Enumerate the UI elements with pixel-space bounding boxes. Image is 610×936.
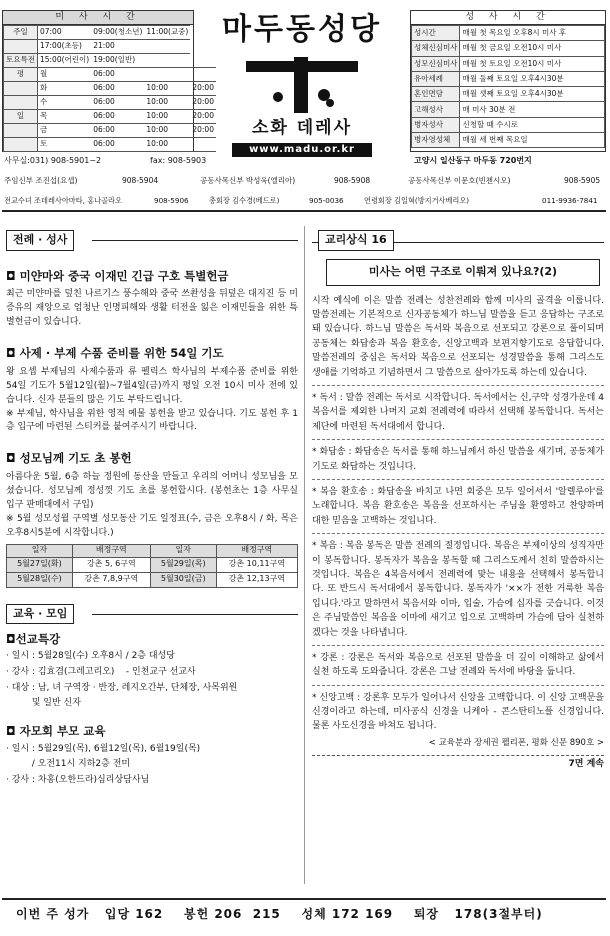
item-divider — [312, 645, 604, 646]
mass-times-day — [4, 138, 38, 152]
header-divider — [2, 210, 606, 212]
article-candle-title: ◘ 성모님께 기도 초 봉헌 — [6, 451, 132, 466]
mass-times-cell — [144, 40, 190, 54]
contacts-row-staff — [4, 196, 606, 206]
mass-times-cell: 목 — [37, 110, 91, 124]
mass-times-cell — [144, 68, 190, 82]
article-relief-title: ◘ 미얀마와 중국 이재민 긴급 구호 특별헌금 — [6, 268, 229, 283]
event-mission-details — [6, 649, 298, 712]
article-prayer-title: ◘ 사제 · 부제 수품 준비를 위한 54일 기도 — [6, 346, 224, 361]
schedule-row — [7, 572, 298, 587]
catechism-label: 교리상식 16 — [318, 230, 394, 251]
schedule-cell: 5월30일(금) — [150, 572, 216, 587]
mass-times-cell: 토 — [37, 138, 91, 152]
schedule-header: 일자 — [7, 544, 73, 557]
mass-times-row — [4, 40, 216, 54]
schedule-cell: 강촌 5, 6구역 — [72, 557, 150, 572]
schedule-header: 배정구역 — [216, 544, 297, 557]
section-education-header — [6, 604, 298, 624]
mass-times-row — [4, 26, 216, 40]
office-fax: fax: 908-5903 — [150, 156, 207, 165]
event-mission-line: · 강사 : 김효겸(그레고리오) - 인천교구 선교사 — [6, 666, 196, 677]
schedule-cell: 강촌 12,13구역 — [216, 572, 297, 587]
mass-times-row — [4, 110, 216, 124]
sacrament-time: 매월 셋째 토요일 오후4시30분 — [460, 87, 605, 102]
mass-times-cell: 화 — [37, 82, 91, 96]
mass-times-cell: 17:00(초등) — [37, 40, 91, 54]
schedule-row — [7, 557, 298, 572]
office-phone: 사무실:031) 908-5901~2 — [4, 156, 102, 165]
event-parents-line: · 일시 : 5월29일(목), 6월12일(목), 6월19일(목) — [6, 743, 201, 754]
mass-times-cell: 20:00 — [190, 110, 216, 124]
sacrament-time: 매월 둘째 토요일 오후4시30분 — [460, 71, 605, 86]
sacrament-name: 성시간 — [412, 26, 460, 41]
mass-times-cell: 09:00(청소년) — [91, 26, 144, 40]
patron-name: 소화 데레사 — [251, 117, 353, 138]
mass-times-cell: 15:00(어린이) — [37, 54, 91, 68]
catechism-source: < 교육분과 장세권 펠리폰, 평화 신문 890호 > — [428, 737, 604, 748]
mass-times-cell: 수 — [37, 96, 91, 110]
continued-note: 7면 계속 — [568, 759, 604, 770]
mass-times-cell: 월 — [37, 68, 91, 82]
catechism-item: * 화답송 : 화답송은 독서를 통해 하느님께서 하신 말씀을 새기며, 공동체가 기도로 화답하는 것입니다. — [312, 447, 604, 472]
mass-times-cell: 06:00 — [91, 96, 144, 110]
catechism-item: * 강론 : 강론은 독서와 복음으로 선포된 말씀을 더 깊이 이해하고 삶에서 실천 하도록 도와줍니다. 강론은 그날 전례와 독서에 바탕을 둡니다. — [312, 652, 604, 678]
sacrament-name: 병자성사 — [412, 117, 460, 132]
sacrament-row — [412, 133, 605, 148]
event-parents-title: ◘ 자모회 부모 교육 — [6, 724, 106, 739]
mass-times-cell: 10:00 — [144, 82, 190, 96]
sisters-name: 전교수녀 조데레사아마타, 홍나골라오 — [4, 196, 122, 205]
council-president-phone: 905-0036 — [309, 196, 344, 205]
rosary-schedule-table — [6, 544, 298, 588]
sacrament-name: 고해성사 — [412, 102, 460, 117]
catechism-item: * 독서 : 말씀 전례는 독서로 시작합니다. 독서에서는 신,구약 성경가운데 4복음서를 제외한 나머지 교회 전례력에 따라서 선택해 봉독합니다. 독서는 제단에 마련된 독서대에서 합니다. — [312, 393, 604, 432]
mass-times-row — [4, 82, 216, 96]
section-education-heading: 교육 · 모임 — [6, 604, 74, 625]
bullet-square-icon: ◘ — [6, 631, 16, 646]
mass-times-cell: 06:00 — [91, 110, 144, 124]
event-mission-line: · 일시 : 5월28일(수) 오후8시 / 2층 대성당 — [6, 651, 175, 662]
event-mission-line: 및 일반 신자 — [6, 698, 81, 709]
mass-times-cell: 11:00(교중) — [144, 26, 190, 40]
schedule-cell: 강촌 10,11구역 — [216, 557, 297, 572]
bullet-square-icon: ◘ — [6, 724, 20, 739]
catechism-item: * 복음 : 복음 봉독은 말씀 전례의 절정입니다. 복음은 부제이상의 성직자만이 봉독합니다. 봉독자가 복음을 봉독할 때 그리스도께서 친히 말씀하시는 것입니다. 복음은 4복음서에서 전례력에 맞는 내용을 선택해서 봉독합니다. 또 반드시 독서대에서 봉독합니다. 봉독자가 '××가 전한 거룩한 복음입니다.'라고 말하면서 복음서와 이마, 입술, 가슴에 십자를 긋습니다. 이것은 주님말씀인 복음을 이마에 새기고 입으로 고백하며 가슴에 담아 실천하겠다는 것을 나타냅니다. — [312, 541, 604, 638]
column-divider — [304, 226, 305, 884]
event-mission-title: ◘선교특강 — [6, 631, 61, 646]
assoc-pastor-1-name: 공동사목신부 박성욱(엘리아) — [200, 176, 296, 185]
item-divider — [312, 479, 604, 480]
church-address: 고양시 일산동구 마두동 720번지 — [414, 156, 532, 165]
contacts-row-clergy — [4, 176, 606, 186]
sacrament-time: 매월 첫 목요일 오후8시 미사 후 — [460, 26, 605, 41]
mass-times-cell: 20:00 — [190, 124, 216, 138]
sacrament-times-title: 성 사 시 간 — [411, 11, 605, 25]
mass-times-cell: 10:00 — [144, 96, 190, 110]
sacrament-times-table — [411, 25, 605, 148]
footer-rule — [2, 898, 606, 900]
right-column — [312, 230, 604, 880]
catechism-items — [312, 385, 604, 734]
mass-times-box — [2, 10, 214, 152]
mass-times-cell: 06:00 — [91, 82, 144, 96]
item-divider — [312, 385, 604, 386]
pastor-name: 주임신부 조진섭(요셉) — [4, 176, 78, 185]
mass-times-cell: 06:00 — [91, 124, 144, 138]
mass-times-row — [4, 96, 216, 110]
website-url[interactable]: www.madu.or.kr — [232, 143, 372, 157]
council-president-name: 총회장 김수경(베드로) — [209, 196, 280, 205]
funeral-president-name: 연령회장 김일혁(방지거사베리오) — [364, 196, 470, 205]
mass-times-cell: 06:00 — [91, 138, 144, 152]
mass-times-day — [4, 96, 38, 110]
masthead — [196, 6, 408, 156]
catechism-question-box — [326, 259, 600, 286]
mass-times-cell: 19:00(일반) — [91, 54, 144, 68]
item-divider — [312, 685, 604, 686]
sacrament-row — [412, 41, 605, 56]
sacrament-name: 병자영성체 — [412, 133, 460, 148]
mass-times-day: 주일 — [4, 26, 38, 40]
sacrament-row — [412, 87, 605, 102]
mass-times-day: 평 — [4, 68, 38, 82]
section-education-rule — [92, 614, 298, 615]
mass-times-cell: 21:00 — [91, 40, 144, 54]
schedule-cell: 5월28일(수) — [7, 572, 73, 587]
mass-times-cell — [144, 54, 190, 68]
sacrament-name: 성체신심미사 — [412, 41, 460, 56]
sacrament-name: 성모신심미사 — [412, 56, 460, 71]
sacrament-time: 매월 첫 금요일 오전10시 미사 — [460, 41, 605, 56]
continued-rule — [312, 755, 604, 756]
cross-logo-icon — [196, 51, 408, 113]
sacrament-times-box — [410, 10, 606, 152]
bullet-square-icon: ◘ — [6, 346, 20, 361]
schedule-header: 일자 — [150, 544, 216, 557]
assoc-pastor-2-phone: 908-5905 — [564, 176, 601, 185]
schedule-cell: 강촌 7,8,9구역 — [72, 572, 150, 587]
catechism-intro: 시작 예식에 이은 말씀 전례는 성찬전례와 함께 미사의 골격을 이룹니다. 말씀전례는 기본적으로 신자공동체가 하느님 말씀을 듣고 응답하는 구조로 돼 있습니다. 하느님 말씀은 독서와 복음으로 선포되고 강론으로 풀이되며 공동체는 화답송과 복음 환호송, 신앙고백과 보편지향기도로 응답합니다. 말씀전례의 중심은 독서와 복음으로 선포되는 성경말씀을 통해 그리스도 생애를 기억하고 기념하면서 그 말씀으로 살아가도록 하는데 있습니다. — [312, 295, 604, 378]
mass-times-title: 미 사 시 간 — [3, 11, 193, 25]
event-parents-details — [6, 742, 298, 789]
sacrament-time: 매월 첫 토요일 오전10시 미사 — [460, 56, 605, 71]
sacrament-time: 매 미사 30분 전 — [460, 102, 605, 117]
bullet-square-icon: ◘ — [6, 268, 20, 283]
assoc-pastor-1-phone: 908-5908 — [334, 176, 371, 185]
sacrament-row — [412, 56, 605, 71]
article-prayer-body: 왕 요셉 부제님의 사제수품과 류 펠릭스 학사님의 부제수품 준비를 위한 54일 기도가 5월12일(월)~7월4일(금)까지 평일 오전 10시 미사 전에 있습니다. 신자 분들의 많은 기도 부탁드립니다. — [6, 366, 298, 405]
pastor-phone: 908-5904 — [122, 176, 159, 185]
item-divider — [312, 533, 604, 534]
sacrament-row — [412, 117, 605, 132]
section-liturgy-rule — [92, 240, 298, 241]
mass-times-day — [4, 124, 38, 138]
sacrament-name: 유아세례 — [412, 71, 460, 86]
mass-times-cell: 20:00 — [190, 82, 216, 96]
mass-times-cell: 10:00 — [144, 110, 190, 124]
hymns-this-week: 이번 주 성가 입당 162 봉헌 206 215 성체 172 169 퇴장 178(3절부터) — [16, 907, 543, 921]
catechism-item: * 복음 환호송 : 화답송을 바치고 나면 회중은 모두 일어서서 '알렐루야'를 노래합니다. 복음 환호송은 복음을 선포하시는 주님을 환영하고 찬양하며 대한 믿음을 고백하는 것입니다. — [312, 486, 604, 526]
funeral-president-phone: 011-9936-7841 — [542, 196, 598, 205]
catechism-question: 미사는 어떤 구조로 이뤄져 있나요?(2) — [368, 264, 558, 278]
event-mission-line: · 대상 : 남, 녀 구역장 · 반장, 레지오간부, 단체장, 사목위원 — [6, 682, 238, 693]
article-candle-note: ※ 5월 성모성월 구역별 성모동산 기도 일정표(수, 금은 오후8시 / 화, 목은 오후8시5분에 시작합니다.) — [6, 513, 298, 538]
sisters-phone: 908-5906 — [154, 196, 189, 205]
mass-times-row — [4, 54, 216, 68]
mass-times-table — [3, 25, 216, 152]
mass-times-day: 일 — [4, 110, 38, 124]
catechism-item: * 신앙고백 : 강론후 모두가 일어나서 신앙을 고백합니다. 이 신앙 고백문을 신경이라고 하는데, 미사공식 신경을 니케아 - 콘스탄티노플 신경입니다. 물론 사도신경을 바쳐도 됩니다. — [312, 692, 604, 732]
sacrament-name: 혼인면담 — [412, 87, 460, 102]
mass-times-cell: 10:00 — [144, 138, 190, 152]
mass-times-row — [4, 124, 216, 138]
schedule-cell: 5월29일(목) — [150, 557, 216, 572]
bullet-square-icon: ◘ — [6, 451, 20, 466]
article-relief-body: 최근 미얀마를 덮친 나르기스 풍수해와 중국 쓰촨성을 뒤덮은 대지진 등 미증유의 재앙으로 엄청난 인명피해와 생활 터전을 잃은 이재민들을 위한 특별헌금이 있습니다. — [6, 289, 298, 328]
mass-times-cell: 10:00 — [144, 124, 190, 138]
sacrament-row — [412, 71, 605, 86]
section-liturgy-heading: 전례 · 성사 — [6, 230, 74, 251]
sacrament-row — [412, 102, 605, 117]
left-column — [6, 230, 298, 880]
mass-times-cell: 07:00 — [37, 26, 91, 40]
article-prayer-note: ※ 부제님, 학사님을 위한 영적 예물 봉헌을 받고 있습니다. 기도 봉헌 후 1층 입구에 마련된 스티커를 붙여주시기 바랍니다. — [6, 408, 298, 433]
item-divider — [312, 439, 604, 440]
event-parents-line: · 강사 : 차홍(오한드라)심리상담사님 — [6, 775, 150, 786]
assoc-pastor-2-name: 공동사목신부 이문호(빈첸시오) — [408, 176, 511, 185]
schedule-header: 배정구역 — [72, 544, 150, 557]
mass-times-row — [4, 68, 216, 82]
mass-times-cell: 20:00 — [190, 96, 216, 110]
mass-times-day: 토요특전 — [4, 54, 38, 68]
schedule-cell: 5월27일(화) — [7, 557, 73, 572]
sacrament-time: 신청할 때 수시로 — [460, 117, 605, 132]
mass-times-cell: 06:00 — [91, 68, 144, 82]
mass-times-day — [4, 40, 38, 54]
mass-times-cell: 금 — [37, 124, 91, 138]
mass-times-row — [4, 138, 216, 152]
event-parents-line: / 오전11시 지하2층 전미 — [6, 759, 131, 770]
sacrament-time: 매월 세 번째 목요일 — [460, 133, 605, 148]
mass-times-day — [4, 82, 38, 96]
article-candle-body: 아름다운 5월, 6층 하늘 정원에 동산을 만들고 우리의 어머니 성모님을 모셨습니다. 성모님께 정성껏 기도 초를 봉헌합시다. (봉헌초는 1층 사무실 입구 판매대에서 구입) — [6, 471, 298, 510]
parish-name: 마두동성당 — [222, 12, 382, 47]
sacrament-row — [412, 26, 605, 41]
